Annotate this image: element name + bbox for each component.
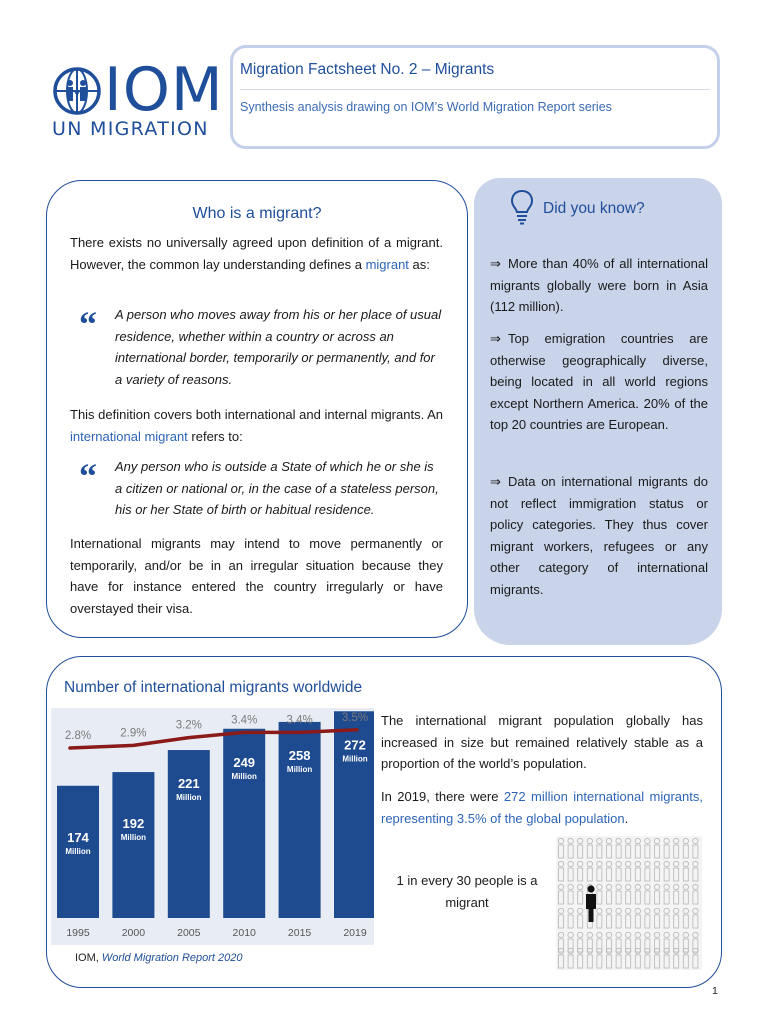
person-outline — [635, 838, 640, 858]
person-outline — [568, 948, 573, 968]
migrant-definition-quote: A person who moves away from his or her place of usual residence, whether within a country or across an international border, temporarily or permanently, and for a variety of reasons. — [115, 307, 442, 387]
bar-value-label: 192 — [122, 816, 145, 832]
share-label: 3.5% — [341, 711, 369, 724]
person-outline — [693, 948, 698, 968]
person-outline — [693, 838, 698, 858]
share-label: 3.4% — [231, 714, 258, 727]
person-outline — [578, 838, 583, 858]
person-outline — [664, 861, 669, 881]
share-label: 3.4% — [286, 714, 313, 727]
quote-mark-icon: “ — [79, 304, 97, 344]
x-tick-label: 2015 — [287, 927, 312, 939]
x-tick-label: 2019 — [343, 927, 367, 939]
logo-tagline: UN MIGRATION — [52, 118, 209, 140]
person-outline — [645, 861, 650, 881]
international-migrant-term-link[interactable]: international migrant — [70, 428, 188, 444]
person-outline — [587, 861, 592, 881]
stability-paragraph: The international migrant population globally has increased in size but remained relatively stable as a proportion of the world’s population. — [381, 713, 703, 771]
person-outline — [558, 908, 563, 928]
person-outline — [558, 861, 563, 881]
para2-highlight: 272 million international migrants, representing 3.5% of the global population — [381, 789, 703, 826]
person-outline — [587, 948, 592, 968]
person-outline — [664, 884, 669, 904]
person-outline — [606, 861, 611, 881]
migrant-term-link[interactable]: migrant — [365, 256, 409, 272]
person-outline — [693, 884, 698, 904]
who-paragraph-1 — [70, 232, 443, 275]
fact-item — [490, 471, 708, 600]
person-outline — [645, 884, 650, 904]
person-outline — [616, 884, 621, 904]
quote-mark-icon: “ — [79, 456, 97, 496]
person-outline — [568, 838, 573, 858]
international-migrant-definition-quote: Any person who is outside a State of which he or she is a citizen or national or, in the case of a stateless person, his or her State of birth or habitual residence. — [115, 459, 439, 517]
person-outline — [616, 908, 621, 928]
person-outline — [654, 861, 659, 881]
person-outline — [578, 908, 583, 928]
fact-item — [490, 328, 708, 436]
person-outline — [558, 838, 563, 858]
who-p2-text: This definition covers both international and internal migrants. An — [70, 407, 443, 422]
bar-value-label: 249 — [233, 754, 256, 770]
person-outline — [683, 948, 688, 968]
person-outline — [606, 908, 611, 928]
credit-report-link[interactable]: World Migration Report 2020 — [101, 952, 243, 964]
migrants-bar-chart — [51, 708, 374, 945]
header-divider — [240, 89, 710, 90]
bar-unit-label: Million — [342, 754, 368, 764]
share-label: 2.8% — [64, 730, 92, 742]
bar-value-label: 221 — [177, 776, 200, 792]
person-outline — [597, 948, 602, 968]
person-outline — [674, 884, 679, 904]
person-outline — [568, 861, 573, 881]
who-p1-text: There exists no universally agreed upon definition of a migrant. However, the common lay understanding defines a — [70, 235, 443, 272]
bar-unit-label: Million — [65, 846, 91, 856]
person-outline — [578, 861, 583, 881]
iom-globe-family-icon — [52, 66, 102, 116]
person-outline — [597, 908, 602, 928]
who-p1-tail: as: — [408, 256, 430, 272]
person-outline — [626, 838, 631, 858]
person-outline — [635, 908, 640, 928]
person-outline — [654, 884, 659, 904]
person-outline — [674, 948, 679, 968]
bar-unit-label: Million — [176, 793, 202, 803]
chart-section-title: Number of international migrants worldwide — [64, 679, 363, 696]
person-outline — [578, 948, 583, 968]
person-outline — [558, 948, 563, 968]
person-outline — [606, 884, 611, 904]
bar-unit-label: Million — [120, 833, 147, 843]
chart-background — [51, 708, 374, 945]
person-outline — [558, 884, 563, 904]
person-outline — [635, 861, 640, 881]
arrow-icon: ⇒ — [490, 474, 501, 489]
one-in-thirty-caption: 1 in every 30 people is a migrant — [396, 873, 538, 910]
bar-value-label: 258 — [288, 747, 311, 763]
share-label: 2.9% — [120, 727, 147, 740]
para2-tail: . — [624, 810, 629, 826]
person-outline — [693, 861, 698, 881]
x-tick-label: 1995 — [66, 927, 90, 939]
bar-unit-label: Million — [231, 771, 257, 781]
person-outline — [616, 838, 621, 858]
person-outline — [674, 861, 679, 881]
person-outline — [674, 908, 679, 928]
x-tick-label: 2010 — [232, 927, 256, 939]
person-outline — [635, 948, 640, 968]
person-outline — [616, 948, 621, 968]
person-outline — [587, 838, 592, 858]
who-title: Who is a migrant? — [192, 205, 322, 222]
bar-unit-label: Million — [286, 764, 313, 774]
arrow-icon: ⇒ — [490, 256, 501, 271]
who-paragraph-3: International migrants may intend to move permanently or temporarily, and/or be in an irregular situation because they have for instance entered the country irregularly or have overstayed their visa. — [70, 536, 443, 616]
person-outline — [645, 838, 650, 858]
person-outline — [683, 908, 688, 928]
person-outline — [606, 838, 611, 858]
person-outline — [683, 884, 688, 904]
person-outline — [654, 948, 659, 968]
person-outline — [683, 861, 688, 881]
person-outline — [597, 838, 602, 858]
person-outline — [626, 884, 631, 904]
person-outline — [664, 948, 669, 968]
x-tick-label: 2000 — [121, 927, 146, 939]
person-outline — [626, 908, 631, 928]
person-outline — [626, 861, 631, 881]
x-tick-label: 2005 — [177, 927, 201, 939]
person-outline — [654, 908, 659, 928]
person-outline — [568, 884, 573, 904]
bar-value-label: 272 — [344, 737, 366, 753]
share-label: 3.2% — [175, 719, 202, 732]
person-outline — [654, 838, 659, 858]
people-grid-icon — [556, 836, 702, 970]
person-outline — [606, 948, 611, 968]
did-you-know-title: Did you know? — [543, 200, 645, 217]
total-migrants-paragraph — [381, 786, 703, 829]
factsheet-title: Migration Factsheet No. 2 – Migrants — [240, 61, 495, 78]
bar — [112, 772, 154, 918]
logo-wordmark: IOM — [104, 55, 224, 125]
person-outline — [645, 908, 650, 928]
bar-value-label: 174 — [67, 829, 89, 845]
person-outline — [626, 948, 631, 968]
person-outline — [616, 861, 621, 881]
person-outline — [693, 908, 698, 928]
person-outline — [683, 838, 688, 858]
credit-org: IOM, — [75, 952, 102, 964]
person-outline — [664, 838, 669, 858]
fact-text: Data on international migrants do not reflect immigration status or policy categories. They thus cover migrant workers, refugees or any other category of international migrants. — [490, 474, 708, 597]
person-outline — [597, 861, 602, 881]
person-outline — [635, 884, 640, 904]
para2-lead: In 2019, there were — [381, 789, 504, 804]
page-number: 1 — [712, 985, 718, 997]
chart-credit — [75, 952, 243, 964]
who-p2-tail: refers to: — [187, 428, 243, 444]
person-outline — [568, 908, 573, 928]
who-paragraph-2 — [70, 404, 443, 447]
person-outline — [674, 838, 679, 858]
person-outline — [664, 908, 669, 928]
fact-text: Top emigration countries are otherwise geographically diverse, being located in all world regions except Northern America. 20% of the top 20 countries are European. — [490, 331, 708, 432]
fact-text: More than 40% of all international migrants globally were born in Asia (112 million). — [490, 256, 708, 314]
factsheet-subtitle: Synthesis analysis drawing on IOM’s World Migration Report series — [240, 100, 612, 114]
person-outline — [645, 948, 650, 968]
arrow-icon: ⇒ — [490, 331, 501, 346]
person-outline — [578, 884, 583, 904]
lightbulb-icon — [510, 189, 534, 225]
fact-item — [490, 253, 708, 318]
person-outline — [597, 884, 602, 904]
